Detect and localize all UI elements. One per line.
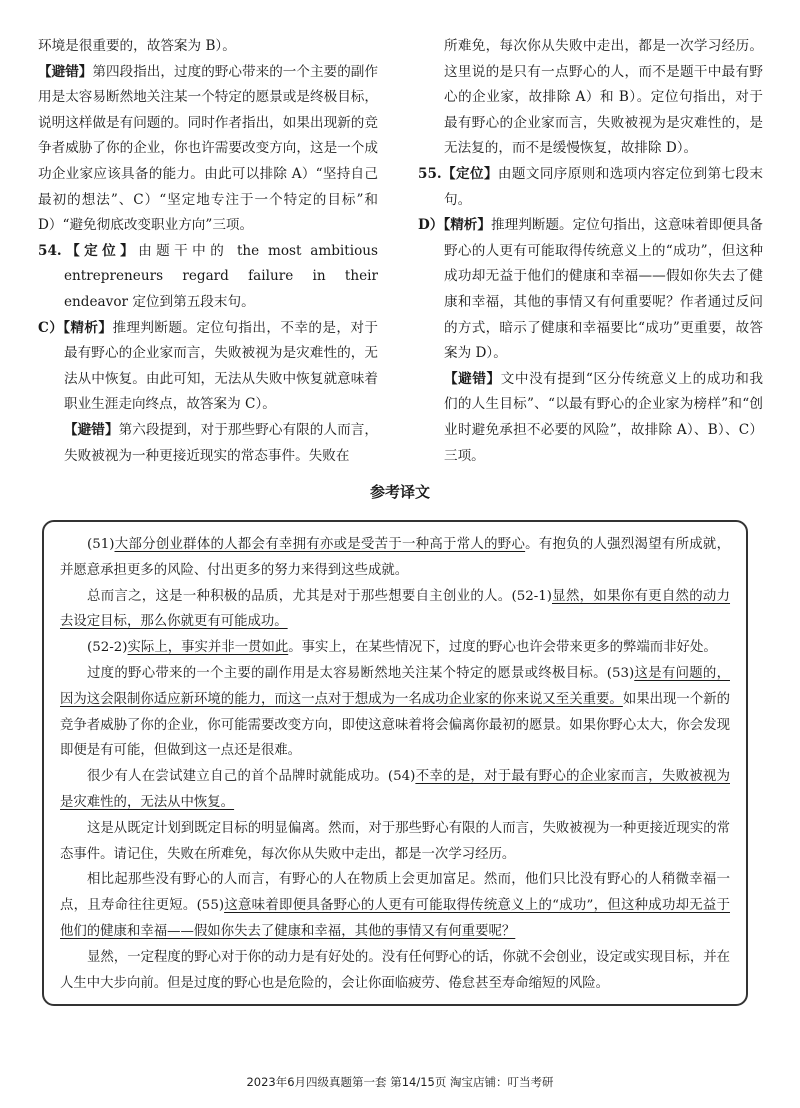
translation-paragraph-3 [60, 635, 730, 661]
underlined-sentence: 大部分创业群体的人都会有幸拥有亦或是受苦于一种高于常人的野心 [114, 537, 526, 552]
q54-avoid-text: 第六段提到，对于那些野心有限的人而言，失败被视为一种更接近现实的常态事件。失败在 [64, 421, 379, 464]
translation-paragraph-2 [60, 584, 730, 636]
plain-text: 过度的野心带来的一个主要的副作用是太容易断然地关注某个特定的愿景或终极目标。(53) [87, 665, 635, 681]
plain-text: 总而言之，这是一种积极的品质，尤其是对于那些想要自主创业的人。(52-1) [87, 588, 552, 604]
q54-avoid-paragraph [38, 418, 378, 469]
underlined-sentence: 不幸的是，对于最有野心的企业家而言，失败被视为是灾难性的，无法从中恢复。 [60, 769, 730, 810]
plain-text: 很少有人在尝试建立自己的首个品牌时就能成功。(54) [87, 769, 416, 785]
underlined-sentence: 这意味着即便具备野心的人更有可能取得传统意义上的“成功”，但这种成功却无益于他们的健康和幸福——假如你失去了健康和幸福，其他的事情又有何重要呢？ [60, 898, 730, 939]
translation-paragraph-5 [60, 764, 730, 816]
translation-box [42, 520, 748, 1006]
plain-text: 。事实上，在某些情况下，过度的野心也许会带来更多的弊端而非好处。 [288, 640, 717, 656]
left-column [38, 34, 378, 469]
q54-answer: C） [38, 319, 64, 336]
translation-paragraph-6: 这是从既定计划到既定目标的明显偏离。然而，对于那些野心有限的人而言，失败被视为一种更接近现实的常态事件。请记住，失败在所难免，每次你从失败中走出，都是一次学习经历。 [60, 820, 730, 862]
q55-number: 55. [418, 165, 442, 182]
locate-tag: 【定位】 [441, 165, 498, 182]
answer-text: 环境是很重要的，故答案为 B）。 [38, 38, 236, 54]
analysis-tag: 【精析】 [63, 319, 113, 336]
avoid-error-tag: 【避错】 [444, 370, 501, 387]
underlined-sentence: 实际上，事实并非一贯如此 [127, 640, 289, 656]
translation-paragraph-1 [60, 532, 730, 584]
underlined-sentence: 显然，如果你有更自然的动力去设定目标，那么你就更有可能成功。 [60, 588, 731, 630]
q55-locate-paragraph [418, 162, 763, 213]
analysis-tag: 【精析】 [443, 217, 492, 234]
avoid-error-tag: 【避错】 [64, 421, 119, 438]
avoid-error-paragraph [38, 60, 378, 239]
avoid-error-tag: 【避错】 [38, 63, 93, 80]
plain-text: 。有抱负的人强烈渴望有所成就，并愿意承担更多的风险、付出更多的努力来得到这些成就。 [60, 537, 731, 578]
q55-avoid-paragraph [418, 367, 763, 469]
q55-answer: D） [418, 217, 444, 234]
q55-avoid-text: 文中没有提到“区分传统意义上的成功和我们的人生目标”、“以最有野心的企业家为榜样”和“创业时避免承担不必要的风险”，故排除 A）、B）、C）三项。 [444, 370, 764, 464]
q54-number: 54. [38, 242, 62, 259]
section-title: 参考译文 [369, 483, 430, 501]
avoid-error-text: 第四段指出，过度的野心带来的一个主要的副作用是太容易断然地关注某一个特定的愿景或是终极目标，说明这样做是有问题的。同时作者指出，如果出现新的竞争者威胁了你的企业，你也许需要改变方向，这是一个成功企业家应该具备的能力。由此可以排除 A）“坚持自己最初的想法”、C）“坚定地专注于一个特定的目标”和 D）“避免彻底改变职业方向”三项。 [38, 63, 379, 234]
ref-51: (51) [87, 537, 115, 552]
q54-analysis-text: 推理判断题。定位句指出，不幸的是，对于最有野心的企业家而言，失败被视为是灾难性的，无法从中恢复。由此可知，无法从失败中恢复就意味着职业生涯走向终点，故答案为 C）。 [64, 319, 379, 413]
q55-analysis-paragraph [418, 213, 763, 367]
plain-text: 如果出现一个新的竞争者威胁了你的企业，你可能需要改变方向，即使这意味着将会偏离你最初的愿景。如果你野心太大，你会发现即便是有可能，但做到这一点还是很难。 [60, 691, 731, 759]
translation-paragraph-8: 显然，一定程度的野心对于你的动力是有好处的。没有任何野心的话，你就不会创业，设定或实现目标，并在人生中大步向前。但是过度的野心也是危险的，会让你面临疲劳、倦怠甚至寿命缩短的风险。 [60, 949, 730, 991]
right-column [418, 34, 763, 469]
ref-52-2: (52-2) [87, 640, 128, 656]
locate-tag: 【定位】 [61, 242, 139, 259]
continued-avoid-text: 所难免，每次你从失败中走出，都是一次学习经历。这里说的是只有一点野心的人，而不是题干中最有野心的企业家，故排除 A）和 B）。定位句指出，对于最有野心的企业家而言，失败被视为是灾难性的，是无法复的，而不是缓慢恢复，故排除 D）。 [444, 38, 763, 157]
translation-paragraph-7 [60, 867, 730, 944]
translation-paragraph-4 [60, 661, 730, 764]
plain-text: 相比起那些没有野心的人而言，有野心的人在物质上会更加富足。然而，他们只比没有野心的人稍微幸福一点，且寿命往往更短。(55) [60, 872, 730, 914]
q54-locate-paragraph [38, 239, 378, 316]
q55-analysis-text: 推理判断题。定位句指出，这意味着即便具备野心的人更有可能取得传统意义上的“成功”，但这种成功却无益于他们的健康和幸福——假如你失去了健康和幸福，其他的事情又有何重要呢？作者通过反问的方式，暗示了健康和幸福要比“成功”更重要，故答案为 D）。 [444, 217, 764, 362]
page-footer: 2023年6月四级真题第一套 第14/15页 淘宝店铺：叮当考研 [246, 1075, 554, 1089]
q54-locate-text: 由题干中的 the most ambitious entrepreneurs regard failure in their endeavor 定位到第五段末句。 [64, 242, 378, 310]
underlined-sentence: 这是有问题的，因为这会限制你适应新环境的能力，而这一点对于想成为一名成功企业家的你来说又至关重要。 [60, 665, 730, 707]
q55-locate-text: 由题文同序原则和选项内容定位到第七段末句。 [444, 165, 764, 208]
q54-analysis-paragraph [38, 316, 378, 418]
